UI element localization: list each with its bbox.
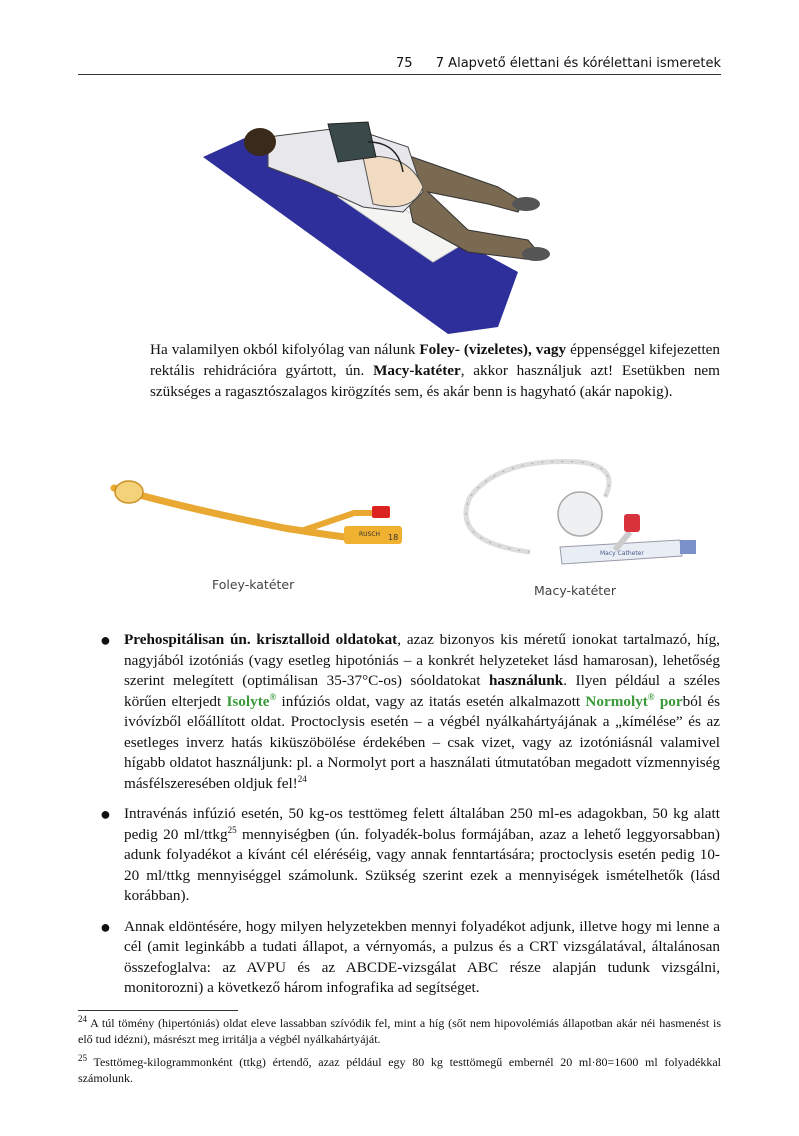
foley-catheter-image (104, 468, 412, 558)
foley-brand: RUSCH (359, 531, 381, 538)
foley-size: 18 (388, 533, 399, 542)
footnote-text: Testtömeg-kilogrammonként (ttkg) értendő, azaz például egy 80 kg testtömegű embernél 20 ml·80=1600 ml folyadékkal számolunk. (78, 1055, 721, 1085)
foley-caption: Foley-katéter (212, 577, 295, 592)
footnote-ref-25[interactable]: 25 (227, 824, 237, 835)
list-item (100, 804, 720, 907)
macy-valve (624, 514, 640, 532)
bold-text: használunk (488, 672, 564, 689)
shoe (512, 197, 540, 211)
macy-catheter-image (450, 452, 700, 582)
foley-valve (372, 506, 390, 518)
bullet-list (100, 630, 720, 1009)
patient-illustration (198, 112, 608, 337)
normolyt-name: Normolyt (585, 692, 648, 710)
footnote-rule (78, 1010, 238, 1011)
footnote-24 (78, 1015, 721, 1047)
macy-balloon (558, 492, 602, 536)
page-header (78, 52, 721, 74)
intro-text: éppenséggel kifejezetten rektális rehidrációra gyártott, ún. (150, 341, 720, 379)
footnote-text: A túl tömény (hipertóniás) oldat eleve lassabban szívódik fel, mint a híg (sőt nem hipovolémiás állapotban akár néi hasmenést is elő tud idézni), másrészt meg irritálja a végbél nyálkahártyáját. (78, 1016, 721, 1046)
normolyt-por: por (654, 692, 683, 710)
isolyte-name: Isolyte (226, 692, 270, 710)
text: ból és ivóvízből előállított oldat. Proctoclysis esetén – a végbél nyálkahártyájának a „kímélése” és az esetleges inverz hatás kiküszöbölése érdekében – csak vizet, vagy az izotóniásnál valamivel hígabb oldatot használjunk: pl. a Normolyt port a használati útmutatóban megadott vízmennyiség másfélszeresében oldjuk fel! (124, 692, 720, 792)
list-item (100, 917, 720, 999)
macy-label: Macy Catheter (600, 550, 644, 557)
intro-bold-macy: Macy-katéter (373, 362, 461, 379)
footnote-number: 24 (78, 1014, 87, 1024)
head (244, 128, 276, 156)
footnote-25 (78, 1054, 721, 1086)
intro-bold-foley: Foley- (vizeletes), vagy (419, 341, 567, 358)
macy-connector (680, 540, 696, 554)
bullet-dot: ● (100, 916, 111, 937)
bullet-dot: ● (100, 804, 111, 824)
shoe (522, 247, 550, 261)
text: infúziós oldat, vagy az itatás esetén alkalmazott (276, 692, 586, 710)
chapter-title: 7 Alapvető élettani és kórélettani ismeretek (435, 56, 721, 71)
foley-tube (114, 488, 354, 538)
intro-paragraph (150, 339, 720, 402)
text: Intravénás infúzió esetén, 50 kg-os testtömeg felett általában 250 ml-es adagokban, 50 kg alatt pedig 20 ml/ttkg (124, 805, 720, 843)
footnotes (78, 1015, 721, 1093)
bold-text: Prehospitálisan ún. krisztalloid oldatokat (124, 631, 398, 648)
macy-caption: Macy-katéter (534, 583, 617, 598)
list-item (100, 630, 720, 794)
text: mennyiségben (ún. folyadék-bolus formájában, azaz a lehető leggyorsabban) adunk folyadékot a kívánt cél eléréséig, vagy annak fenntartására; proctoclysis esetén pedig 10-20 ml/ttkg mennyiséggel számolunk. Szükség szerint ezek a mennyiségek ismételhetők (lásd korábban). (124, 825, 720, 904)
text: . Ilyen például a széles körűen elterjedt (124, 672, 720, 710)
text: , azaz bizonyos kis méretű ionokat tartalmazó, híg, nagyjából izotóniás (vagy esetleg hipotóniás – a konkrét helyzeteket lásd hamarosan), lehetőség szerint melegített (optimálisan 35-37°C-os) sóoldatokat (124, 631, 720, 689)
footnote-number: 25 (78, 1053, 87, 1063)
page-number: 75 (396, 56, 413, 71)
header-rule (78, 74, 721, 75)
bullet-dot: ● (100, 630, 111, 650)
text: Annak eldöntésére, hogy milyen helyzetekben mennyi folyadékot adjunk, illetve hogy mi lenne a cél (amit leginkább a tudati állapot, a vérnyomás, a pulzus és a CRT vizsgálatával, általánosan összefoglalva: az AVPU és az ABCDE-vizsgálat ABC része alapján tudunk vizsgálni, monitorozni) a következő három infografika ad segítséget. (124, 917, 720, 996)
registered-mark: ® (269, 691, 277, 702)
foley-balloon (115, 481, 143, 503)
intro-text: , akkor használjuk azt! Esetükben nem szükséges a ragasztószalagos kirögzítés sem, és akár benn is hagyható (akár napokig). (150, 362, 720, 400)
footnote-ref-24[interactable]: 24 (297, 773, 307, 784)
intro-text: Ha valamilyen okból kifolyólag van nálunk (150, 341, 420, 358)
registered-mark: ® (647, 691, 655, 702)
